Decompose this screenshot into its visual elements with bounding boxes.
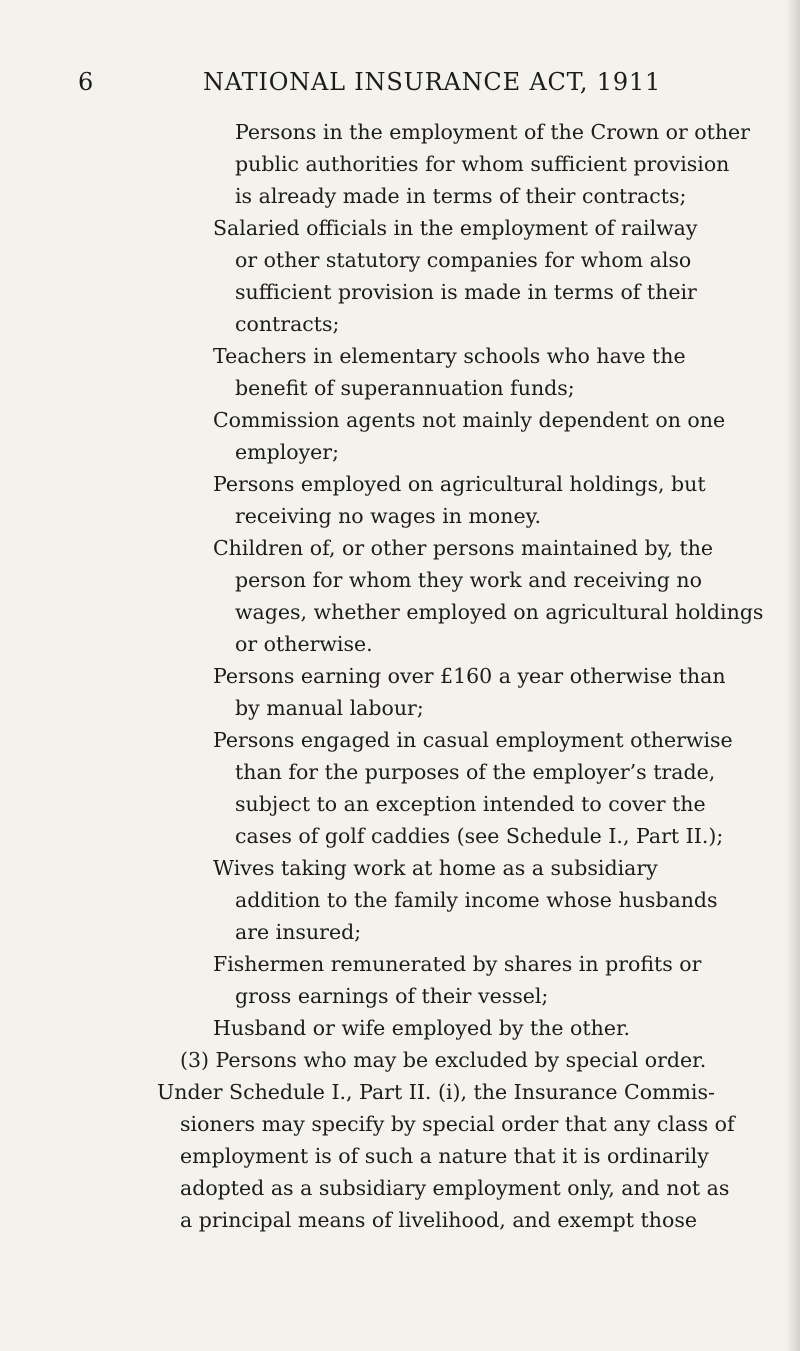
text-line: Persons employed on agricultural holdings, but [213,472,706,496]
text-line: Salaried officials in the employment of railway [213,216,698,240]
text-line: employer; [235,440,340,464]
text-line: receiving no wages in money. [235,504,541,528]
text-line: Persons in the employment of the Crown or other [235,120,750,144]
text-line: Wives taking work at home as a subsidiary [213,856,658,880]
text-line: by manual labour; [235,696,424,720]
text-line: contracts; [235,312,340,336]
text-line: employment is of such a nature that it is ordinarily [180,1144,709,1168]
text-line: (3) Persons who may be excluded by special order. [180,1048,707,1072]
text-line: or other statutory companies for whom also [235,248,692,272]
text-line: a principal means of livelihood, and exempt those [180,1208,697,1232]
text-line: than for the purposes of the employer’s trade, [235,760,716,784]
text-line: cases of golf caddies (see Schedule I., Part II.); [235,824,724,848]
text-line: addition to the family income whose husbands [235,888,718,912]
text-line: or otherwise. [235,632,373,656]
text-line: public authorities for whom sufficient provision [235,152,730,176]
text-line: Teachers in elementary schools who have the [213,344,686,368]
running-title: NATIONAL INSURANCE ACT, 1911 [203,68,662,96]
page-number: 6 [78,68,94,96]
text-line: is already made in terms of their contracts; [235,184,687,208]
text-line: sioners may specify by special order that any class of [180,1112,735,1136]
text-line: wages, whether employed on agricultural holdings [235,600,764,624]
text-line: Children of, or other persons maintained by, the [213,536,714,560]
text-line: Under Schedule I., Part II. (i), the Insurance Commis- [157,1080,715,1104]
text-line: Persons engaged in casual employment otherwise [213,728,733,752]
page-edge-shadow [786,0,800,1351]
text-line: benefit of superannuation funds; [235,376,575,400]
text-line: person for whom they work and receiving no [235,568,702,592]
text-line: Fishermen remunerated by shares in profits or [213,952,702,976]
text-line: Husband or wife employed by the other. [213,1016,631,1040]
text-line: adopted as a subsidiary employment only, and not as [180,1176,730,1200]
text-line: are insured; [235,920,362,944]
text-line: subject to an exception intended to cover the [235,792,706,816]
text-line: gross earnings of their vessel; [235,984,549,1008]
text-line: Commission agents not mainly dependent on one [213,408,726,432]
text-line: Persons earning over £160 a year otherwise than [213,664,726,688]
text-line: sufficient provision is made in terms of their [235,280,697,304]
